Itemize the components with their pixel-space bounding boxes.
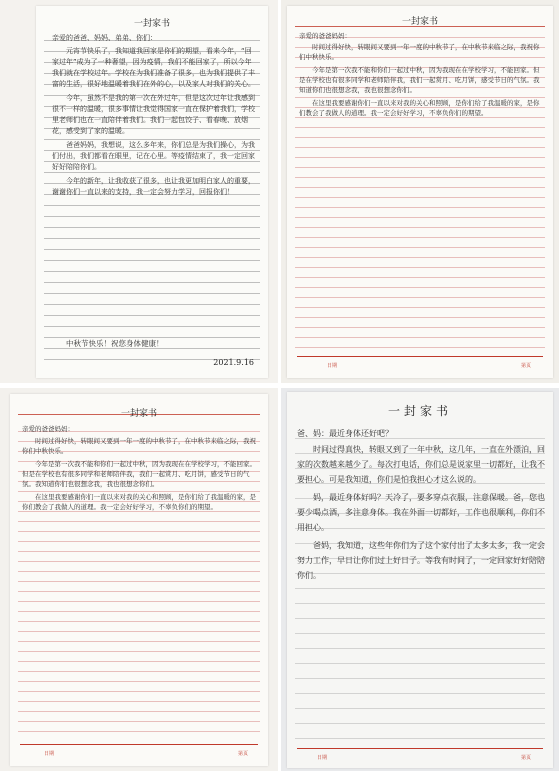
letter-paper-2	[287, 6, 553, 378]
letter-title: 一封家书	[401, 17, 438, 27]
letter-panel-1	[0, 0, 278, 383]
letter-greeting: 亲爱的爸爸妈妈：	[299, 32, 351, 40]
footer-date-label: 日期	[317, 755, 328, 761]
footer-date-label: 日期	[44, 751, 55, 757]
paragraph: 今年的新年，让我收获了很多，也让我更加明白家人的重要，谢谢你们一直以来的支持，我一定会努力学习，回报你们！	[52, 177, 255, 196]
paragraph: 在这里我要感谢你们一直以来对我的关心和照顾，是你们给了我温暖的家，是你们教会了我做人的道理。我一定会好好学习，不辜负你们的期望。	[299, 99, 540, 117]
footer-page-label: 第页	[237, 751, 248, 757]
paragraph: 元宵节快乐了，我知道我回家是你们的期望，看来今年，“回家过年”成为了一种奢望，因为疫情，我们不能回家了，所以今年我们就在学校过年。学校在为我们准备了很多，也为我们提供了丰富的生活，很好地温暖着我们在外的心，以及家人对我们的关心。	[52, 47, 255, 88]
paragraph: 今年是第一次我不能和你们一起过中秋，因为我现在在学校学习，不能回家。但是在学校也有很多同学和老师陪伴我，我们一起赏月、吃月饼，感受节日的气氛。我知道你们也很想念我，我也很想念你们。	[22, 460, 256, 488]
ruled-line	[18, 731, 260, 732]
footer-date-label: 日期	[327, 363, 338, 369]
footer-page-label: 第页	[520, 363, 531, 369]
letter-panel-2	[281, 0, 559, 383]
paragraph: 时间过得真快，转眼又到了一年中秋，这几年，一直在外漂泊，回家的次数越来越少了。每次打电话，你们总是说家里一切都好，让我不要担心。可是我知道，你们是怕我担心才这么说的。	[297, 445, 545, 484]
paragraph: 爸爸妈妈，我想说，这么多年来，你们总是为我们操心，为我们付出，我们都看在眼里，记在心里。等疫情结束了，我一定回家好好陪陪你们。	[52, 141, 255, 171]
paragraph: 今年是第一次我不能和你们一起过中秋，因为我现在在学校学习，不能回家。但是在学校也有很多同学和老师陪伴我，我们一起赏月、吃月饼，感受节日的气氛。我知道你们也很想念我，我也很想念你们。	[299, 66, 540, 94]
letter-body	[52, 46, 258, 331]
paragraph: 时间过得好快，转眼间又要到一年一度的中秋节了，在中秋节来临之际，我祝你们中秋快乐。	[299, 43, 540, 61]
paragraph: 在这里我要感谢你们一直以来对我的关心和照顾，是你们给了我温暖的家，是你们教会了我做人的道理。我一定会好好学习，不辜负你们的期望。	[22, 493, 256, 511]
paragraph: 妈，最近身体好吗？天冷了，要多穿点衣服，注意保暖。爸，您也要少喝点酒，多注意身体。我在外面一切都好，工作也很顺利，你们不用担心。	[297, 493, 545, 532]
letter-title: 一封家书	[133, 19, 170, 29]
footer-page-label: 第页	[520, 755, 531, 761]
letter-paper-3	[10, 394, 268, 766]
letter-greeting: 亲爱的爸爸、妈妈、弟弟、你们：	[52, 34, 157, 42]
paragraph: 时间过得好快，转眼间又要到一年一度的中秋节了，在中秋节来临之际，我祝你们中秋快乐。	[22, 437, 256, 455]
letter-panel-3	[0, 388, 278, 771]
paragraph: 今年，虽然不是我的第一次在外过年，但是这次过年让我感到很不一样的温暖，很多事情让我觉得国家一直在保护着我们，学校里老师们也在一直陪伴着我们。我们一起包饺子、看春晚、放烟花，感受到了家的温暖。	[52, 94, 255, 135]
letter-greeting: 亲爱的爸爸妈妈：	[22, 425, 74, 433]
letter-closing: 中秋节快乐！祝您身体健康！	[66, 339, 164, 348]
footer-rule	[297, 748, 543, 749]
letter-body	[22, 436, 258, 731]
letter-title: 一封家书	[120, 409, 157, 419]
footer-rule	[297, 356, 543, 357]
letter-greeting: 爸、妈：最近身体还好吧？	[297, 429, 393, 438]
letter-date: 2021.9.16	[213, 358, 254, 367]
letter-panel-4	[281, 388, 559, 771]
paragraph: 爸妈，我知道，这些年你们为了这个家付出了太多太多，我一定会努力工作，早日让你们过上好日子。等我有时间了，一定回家好好陪陪你们。	[297, 541, 545, 580]
footer-rule	[20, 744, 258, 745]
letter-body	[297, 442, 545, 742]
letter-paper-4	[287, 392, 553, 768]
letter-body	[299, 42, 543, 342]
letter-paper-1	[36, 6, 268, 378]
letter-title: 一封家书	[387, 404, 452, 418]
ruled-line	[295, 347, 545, 348]
